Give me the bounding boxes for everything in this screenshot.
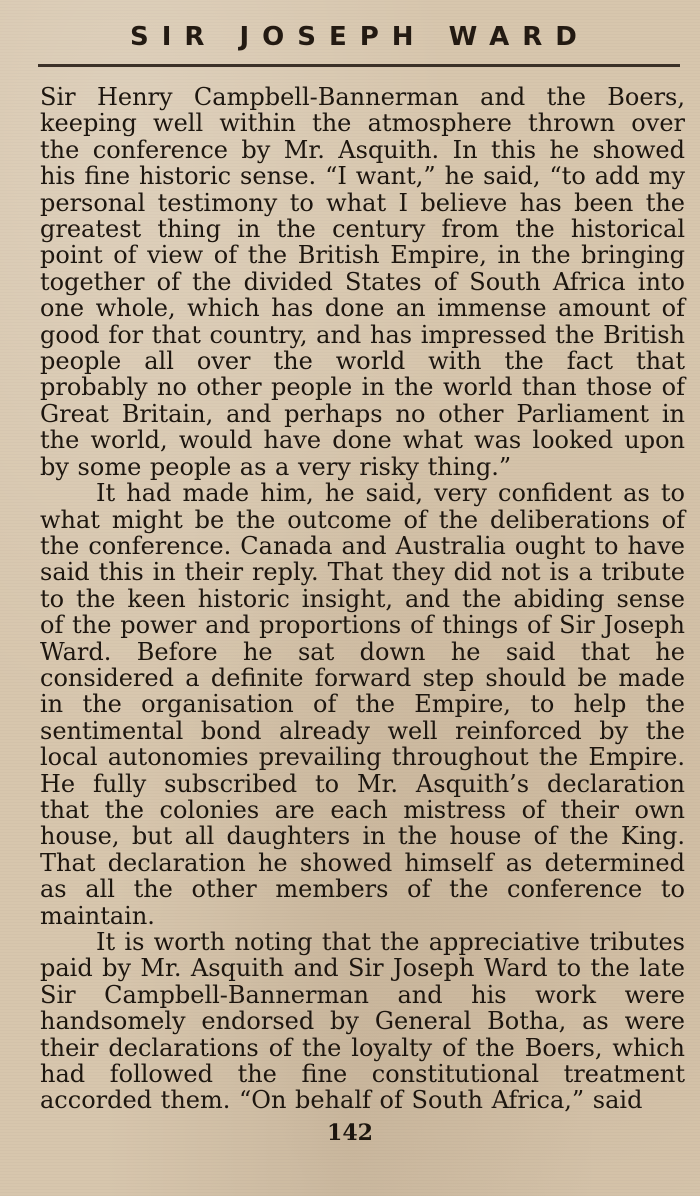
- paragraph-1: Sir Henry Campbell-Bannerman and the Boers, keeping well within the atmosphere thrown over the conference by Mr. Asquith. In this he showed his fine historic sense. “I want,” he said, “to add my personal testimony to what I believe has been the greatest thing in the century from the historical point of view of the British Empire, in the bringing together of the divided States of South Africa into one whole, which has done an immense amount of good for that country, and has impressed the British people all over the world with the fact that probably no other people in the world than those of Great Britain, and perhaps no other Parliament in the world, would have done what was looked upon by some people as a very risky thing.”: [40, 83, 685, 481]
- header-rule: [38, 64, 680, 67]
- body-text: [40, 84, 685, 1114]
- running-head: SIR JOSEPH WARD: [130, 22, 590, 52]
- paragraph-3: It is worth noting that the appreciative tributes paid by Mr. Asquith and Sir Joseph Ward to the late Sir Campbell-Bannerman and his work were handsomely endorsed by General Botha, as were their declarations of the loyalty of the Boers, which had followed the fine constitutional treatment accorded them. “On behalf of South Africa,” said: [40, 928, 685, 1115]
- page-number: 142: [327, 1120, 373, 1146]
- paragraph-2: It had made him, he said, very confident as to what might be the outcome of the deliberations of the conference. Canada and Australia ought to have said this in their reply. That they did not is a tribute to the keen historic insight, and the abiding sense of the power and proportions of things of Sir Joseph Ward. Before he sat down he said that he considered a definite forward step should be made in the organisation of the Empire, to help the sentimental bond already well reinforced by the local autonomies prevailing throughout the Empire. He fully subscribed to Mr. Asquith’s declaration that the colonies are each mistress of their own house, but all daughters in the house of the King. That declaration he showed himself as determined as all the other members of the conference to maintain.: [40, 479, 685, 930]
